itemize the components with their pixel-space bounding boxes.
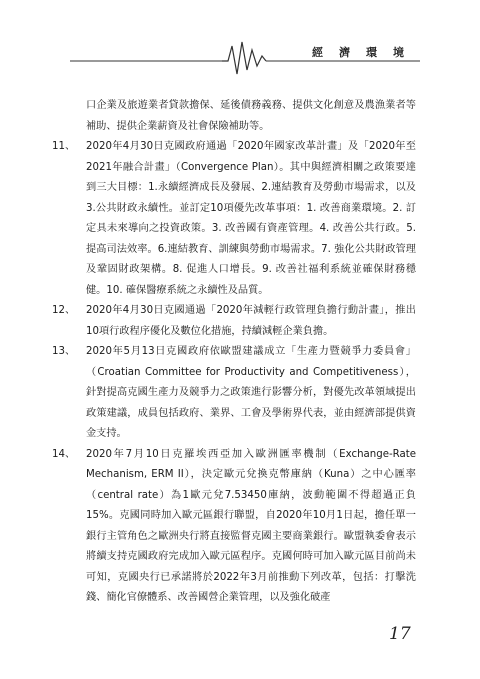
section-title: 經濟環境	[312, 46, 420, 59]
list-item	[52, 137, 416, 301]
page-number: 17	[389, 624, 411, 644]
item-number: 12、	[52, 305, 76, 316]
main-content	[52, 96, 416, 609]
item-text: 2020年4月30日克國通過「2020年減輕行政管理負擔行動計畫」，推出10項行政程序優化及數位化措施，持續減輕企業負擔。	[86, 305, 416, 337]
list-item	[52, 301, 416, 342]
page-header	[0, 0, 480, 80]
list-item	[52, 342, 416, 445]
item-number: 11、	[52, 141, 76, 152]
continuation-paragraph: 口企業及旅遊業者貸款擔保、延後債務義務、提供文化創意及農漁業者等補助、提供企業薪資及社會保險補助等。	[86, 100, 416, 132]
heartbeat-line-icon	[0, 0, 480, 80]
item-text: 2020年5月13日克國政府依歐盟建議成立「生產力暨競爭力委員會」（Croatian Committee for Productivity and Competitiveness），針對提高克國生產力及競爭力之政策進行影響分析，對優先改革領域提出政策建議，成員包括政府、業界、工會及學術界代表，並由經濟部提供資金支持。	[86, 346, 416, 439]
item-text: 2020年4月30日克國政府通過「2020年國家改革計畫」及「2020年至2021年融合計畫」（Convergence Plan）。其中與經濟相關之政策要達到三大目標：1.永續經濟成長及發展、2.連結教育及勞動市場需求，以及3.公共財政永續性。並訂定10項優先改革事項：1. 改善商業環境。2. 訂定具未來導向之投資政策。3. 改善國有資產管理。4. 改善公共行政。5. 提高司法效率。6.連結教育、訓練與勞動市場需求。7. 強化公共財政管理及鞏固財政架構。8. 促進人口增長。9. 改善社福利系統並確保財務穩健。10. 確保醫療系統之永續性及品質。	[86, 141, 416, 296]
item-text: 2020年7月10日克羅埃西亞加入歐洲匯率機制（Exchange-Rate Mechanism, ERM II），決定歐元兌換克幣庫納（Kuna）之中心匯率（central rate）為1歐元兌7.53450庫納，波動範圍不得超過正負15%。克國同時加入歐元區銀行聯盟，自2020年10月1日起，擔任單一銀行主管角色之歐洲央行將直接監督克國主要商業銀行。歐盟執委會表示將續支持克國政府完成加入歐元區程序。克國何時可加入歐元區目前尚未可知，克國央行已承諾將於2022年3月前推動下列改革，包括：打擊洗錢、簡化官僚體系、改善國營企業管理，以及強化破產	[86, 448, 416, 603]
list-item	[52, 445, 416, 609]
item-number: 13、	[52, 346, 76, 357]
item-number: 14、	[52, 448, 76, 460]
